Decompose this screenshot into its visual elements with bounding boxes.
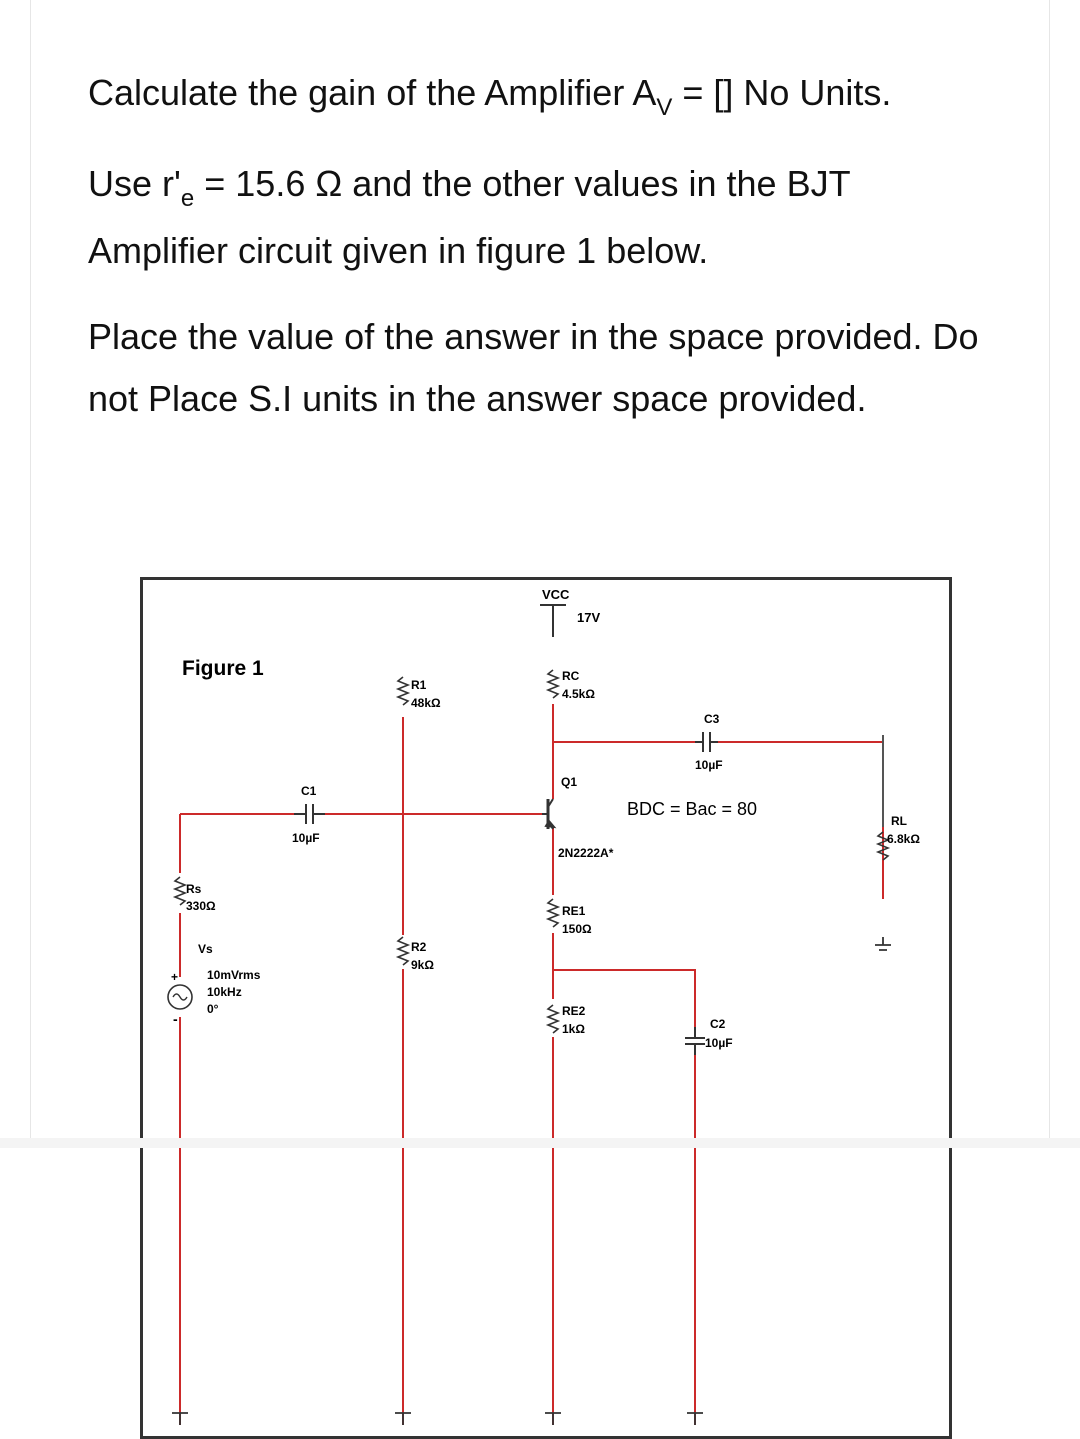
figure-frame — [142, 579, 951, 1438]
rc-label: RC — [562, 669, 580, 683]
page-edge-right — [1049, 0, 1050, 1148]
r1-label: R1 — [411, 678, 427, 692]
c1-label: C1 — [301, 784, 317, 798]
question-paragraph-1 — [88, 62, 988, 129]
p1-text-after: = [] No Units. — [672, 72, 892, 113]
r2-label: R2 — [411, 940, 427, 954]
re2-label: RE2 — [562, 1004, 586, 1018]
c3-value: 10µF — [695, 758, 723, 772]
av-subscript: V — [656, 94, 673, 121]
vs-label: Vs — [198, 942, 213, 956]
question-paragraph-2 — [88, 153, 988, 282]
rc-value: 4.5kΩ — [562, 687, 595, 701]
re1-value: 150Ω — [562, 922, 592, 936]
vcc-label: VCC — [542, 587, 570, 602]
circuit-figure — [140, 577, 952, 1439]
p2-text-before: Use r' — [88, 163, 181, 204]
bottom-bar — [0, 1138, 1080, 1148]
vcc-value: 17V — [577, 610, 601, 625]
p2-text-after: = 15.6 Ω and the other values in the BJT Amplifier circuit given in figure 1 below. — [88, 163, 850, 271]
re2-value: 1kΩ — [562, 1022, 585, 1036]
c2-label: C2 — [710, 1017, 726, 1031]
figure-title: Figure 1 — [182, 657, 264, 680]
c2-value: 10µF — [705, 1036, 733, 1050]
svg-text:+: + — [171, 970, 179, 984]
rs-value: 330Ω — [186, 899, 216, 913]
r2-value: 9kΩ — [411, 958, 434, 972]
svg-text:-: - — [173, 1011, 178, 1027]
vs-phase: 0° — [207, 1002, 219, 1016]
rs-label: Rs — [186, 882, 202, 896]
re-subscript: e — [180, 185, 195, 212]
p1-text-before: Calculate the gain of the Amplifier A — [88, 72, 657, 113]
beta-annotation: BDC = Bac = 80 — [627, 799, 758, 819]
vs-frequency: 10kHz — [207, 985, 242, 999]
q1-label: Q1 — [561, 775, 578, 789]
rl-label: RL — [891, 814, 907, 828]
question-paragraph-3: Place the value of the answer in the space provided. Do not Place S.I units in the answer space provided. — [88, 316, 979, 419]
c3-label: C3 — [704, 712, 720, 726]
c1-value: 10µF — [292, 831, 320, 845]
re1-label: RE1 — [562, 904, 586, 918]
vs-amplitude: 10mVrms — [207, 968, 261, 982]
page-edge-left — [30, 0, 31, 1148]
question-text — [88, 62, 988, 454]
rl-value: 6.8kΩ — [887, 832, 920, 846]
q1-model: 2N2222A* — [558, 846, 614, 860]
r1-value: 48kΩ — [411, 696, 441, 710]
